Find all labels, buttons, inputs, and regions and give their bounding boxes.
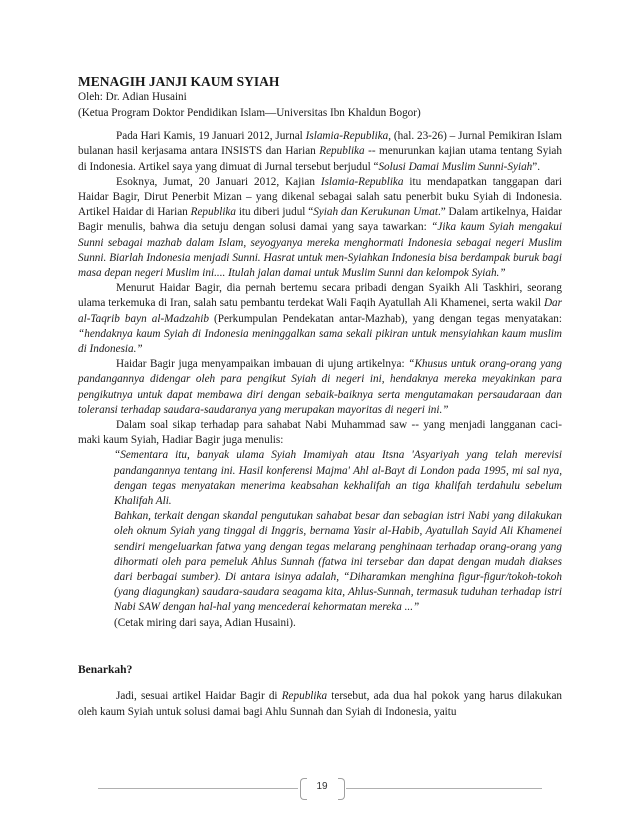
paragraph-6: Jadi, sesuai artikel Haidar Bagir di Republika tersebut, ada dua hal pokok yang harus dilakukan oleh kaum Syiah untuk solusi damai bagi Ahlu Sunnah dan Syiah di Indonesia, yaitu bbox=[78, 690, 563, 718]
footer-bracket-right bbox=[338, 778, 345, 800]
paragraph-3: Menurut Haidar Bagir, dia pernah bertemu secara pribadi dengan Syaikh Ali Taskhiri, seorang ulama terkemuka di Iran, salah satu pembantu terdekat Wali Faqih Ayatullah Ali Khamenei, serta wakil Dar al-Taqrib bayn al-Madzahib (Perkumpulan Pendekatan antar-Mazhab), yang dengan tegas menyatakan: “hendaknya kaum Syiah di Indonesia meninggalkan sama sekali pikiran untuk mensyiahkan kaum muslim di Indonesia.” bbox=[78, 282, 562, 356]
quote-1: “Sementara itu, banyak ulama Syiah Imamiyah atau Itsna 'Asyariyah yang telah merevisi pandangannya tentang ini. Hasil konferensi Majma' Ahl al-Bayt di London pada 1995, mi sal nya, dengan tegas menyatakan menerima keabsahan kekhalifah an tiga khalifah terdahulu sebelum Khalifah Ali. bbox=[114, 449, 562, 508]
article bbox=[78, 74, 562, 720]
page-footer bbox=[0, 776, 638, 800]
footer-rule-right bbox=[346, 788, 542, 789]
article-title: MENAGIH JANJI KAUM SYIAH bbox=[78, 74, 280, 89]
quote-2: Bahkan, terkait dengan skandal pengutukan sahabat besar dan sebagian istri Nabi yang dilakukan oleh oknum Syiah yang tinggal di Inggris, bernama Yasir al-Habib, Ayatullah Sayid Ali Khamenei sendiri mengeluarkan fatwa yang dengan tegas melarang penghinaan terhadap orang-orang yang dihormati oleh para pemeluk Ahlus Sunnah (fatwa ini tersebar dan dapat dengan mudah diakses dari berbagai sumber). Di antara isinya adalah, “Diharamkan menghina figur-figur/tokoh-tokoh (yang diagungkan) saudara-saudara seagama kita, Ahlus-Sunnah, termasuk tuduhan terhadap istri Nabi SAW dengan hal-hal yang mencederai kehormatan mereka ...” bbox=[114, 510, 562, 614]
quote-note: (Cetak miring dari saya, Adian Husaini). bbox=[114, 616, 296, 629]
paragraph-4: Haidar Bagir juga menyampaikan imbauan di ujung artikelnya: “Khusus untuk orang-orang yang pandangannya didengar oleh para pengikut Syiah di negeri ini, hendaknya mereka meyakinkan para pengikutnya untuk dapat membawa diri dengan sebaik-baiknya serta mengutamakan persaudaraan dan toleransi terhadap saudara-saudaranya yang merupakan mayoritas di negeri ini.” bbox=[78, 358, 562, 416]
paragraph-1: Pada Hari Kamis, 19 Januari 2012, Jurnal Islamia-Republika, (hal. 23-26) – Jurnal Pemikiran Islam bulanan hasil kerjasama antara INSISTS dan Harian Republika -- menurunkan kajian utama tentang Syiah di Indonesia. Artikel saya yang dimuat di Jurnal tersebut berjudul “Solusi Damai Muslim Sunni-Syiah”. bbox=[78, 130, 562, 173]
section-heading: Benarkah? bbox=[78, 663, 133, 676]
paragraph-5: Dalam soal sikap terhadap para sahabat Nabi Muhammad saw -- yang menjadi langganan caci-maki kaum Syiah, Hadiar Bagir juga menulis: bbox=[78, 419, 562, 447]
affiliation-line: (Ketua Program Doktor Pendidikan Islam—Universitas Ibn Khaldun Bogor) bbox=[78, 106, 421, 119]
page-number: 19 bbox=[316, 781, 328, 792]
author-line: Oleh: Dr. Adian Husaini bbox=[78, 91, 187, 103]
spacer bbox=[78, 121, 562, 129]
paragraph-2: Esoknya, Jumat, 20 Januari 2012, Kajian Islamia-Republika itu mendapatkan tanggapan dari Haidar Bagir, Dirut Penerbit Mizan – yang dikenal sebagai salah satu penerbit buku Syiah di Indonesia. Artikel Haidar di Harian Republika itu diberi judul “Syiah dan Kerukunan Umat.” Dalam artikelnya, Haidar Bagir menulis, bahwa dia setuju dengan solusi damai yang saya tawarkan: “Jika kaum Syiah mengakui Sunni sebagai mazhab dalam Islam, seyogyanya mereka menghormati Indonesia sebagai negeri Muslim Sunni. Biarlah Indonesia menjadi Sunni. Hasrat untuk men-Syiahkan Indonesia bisa berdampak buruk bagi masa depan negeri Muslim ini.... Itulah jalan damai untuk Muslim Sunni dan kelompok Syiah.” bbox=[78, 175, 562, 280]
footer-rule-left bbox=[98, 788, 298, 789]
